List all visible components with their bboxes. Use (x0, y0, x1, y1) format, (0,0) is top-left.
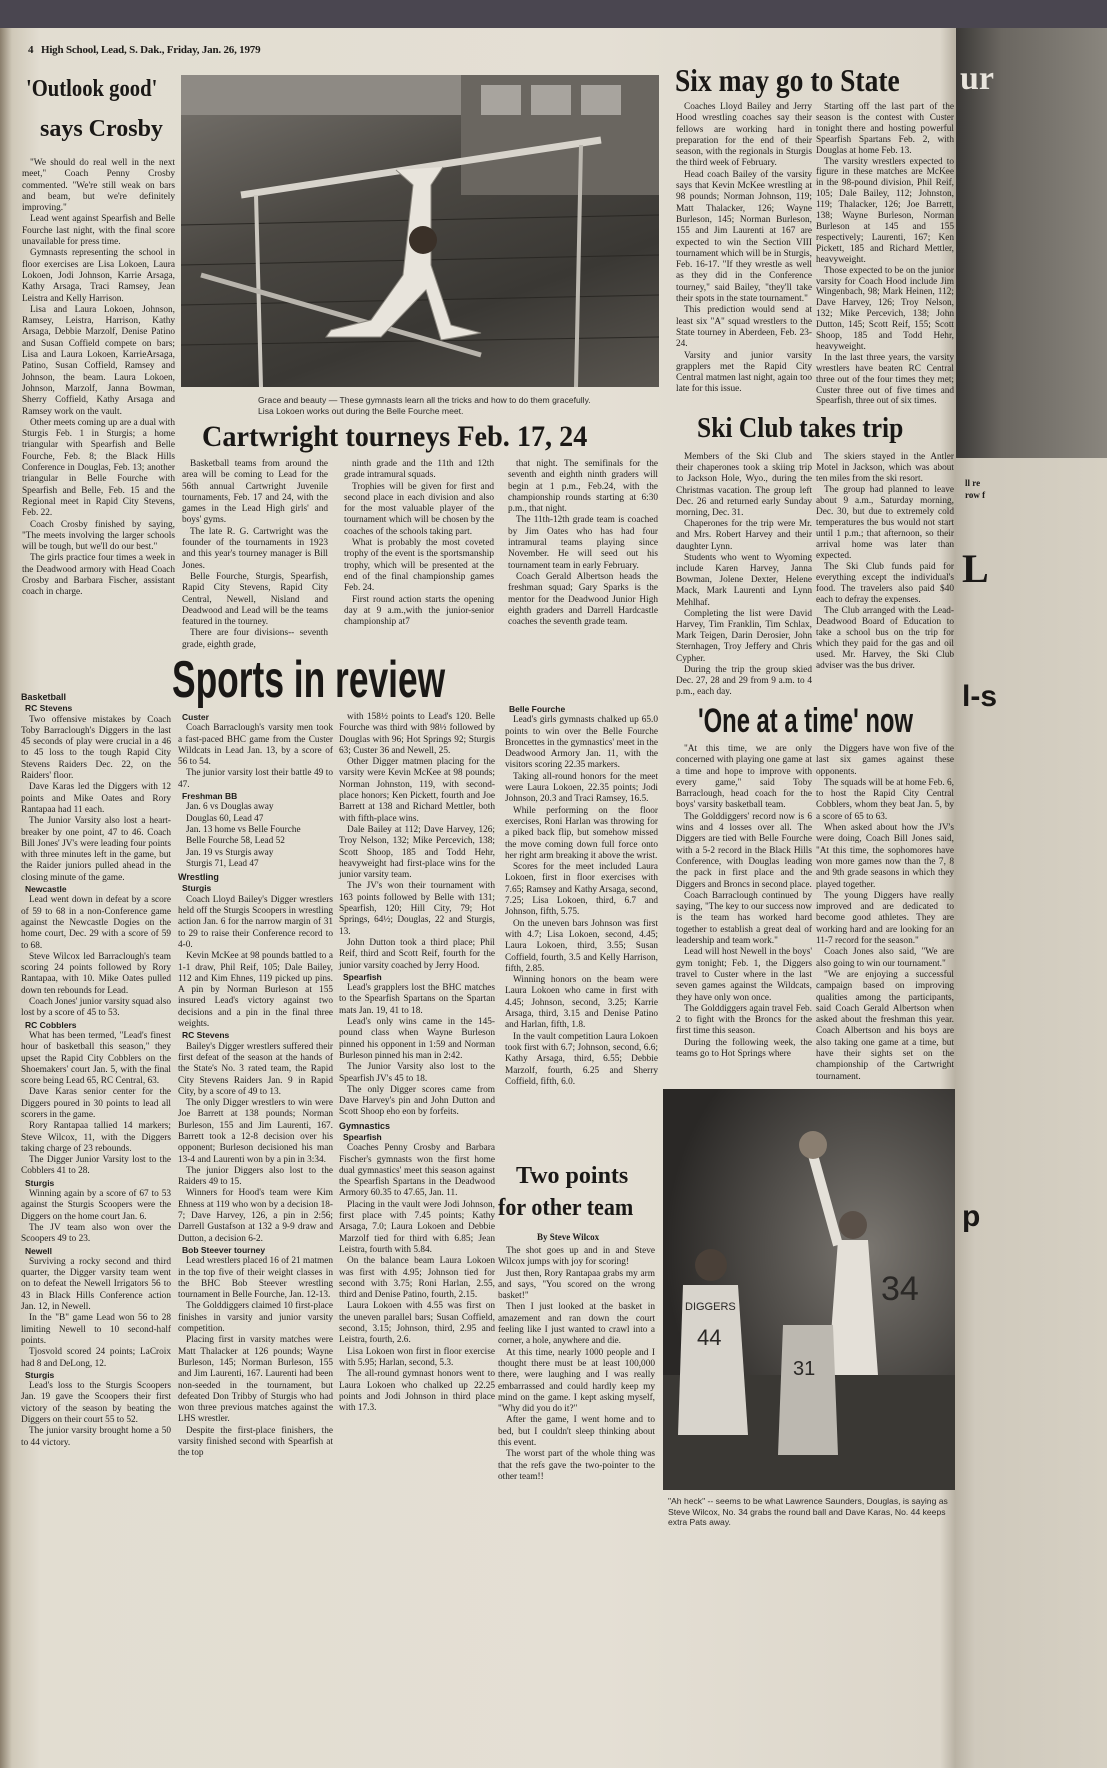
section-subhead: Basketball (21, 692, 67, 702)
article-paragraph: Dale Bailey at 112; Dave Harvey, 126; Troy Nelson, 132; Mike Percevich, 138; Scott Shoop, 185 and Todd Hehr, heavyweight had first-place wins for the junior varsity team. (339, 824, 495, 881)
article-paragraph: Just then, Rory Rantapaa grabs my arm and says, "You scored on the wrong basket!" (498, 1268, 655, 1302)
article-paragraph: The varsity wrestlers expected to figure in these matches are McKee in the 98-pound division, Phil Reif, 105; Dale Bailey, 112; Johnston, 119; Thalacker, 126; Joe Barrett, 138; Wayne Burleson, Norman Burleson at 145 and 155 respectively; Laurenti, 167; Ken Pickett, 185 and Richard Mettler, heavyweight. (816, 156, 954, 265)
section-subhead: Belle Fourche (509, 704, 566, 714)
outlook-headline-2: says Crosby (40, 116, 163, 142)
section-subhead: Wrestling (178, 872, 219, 883)
cartwright-headline: Cartwright tourneys Feb. 17, 24 (202, 420, 588, 453)
section-subhead: Spearfish (343, 1131, 382, 1142)
article-paragraph: Kevin McKee at 98 pounds battled to a 1-1 draw, Phil Reif, 105; Dale Bailey, 112 and Kim Ehnes, 119 picked up pins. A pin by Norman Burleson at 155 insured Lead's victory against two decisions and a pin in the final three weights. (178, 951, 333, 1030)
article-paragraph: The junior Diggers also lost to the Raiders 49 to 15. (178, 1165, 333, 1188)
article-paragraph: What is probably the most coveted trophy of the event is the sportsmanship trophy, which will be presented at the end of the final championship games Feb. 24. (344, 538, 494, 594)
article-paragraph: Belle Fourche, Sturgis, Spearfish, Rapid City Stevens, Rapid City Central, Newell, Nisland and Deadwood and Lead will be the teams featured in the tourney. (182, 571, 328, 628)
article-paragraph: Lead's only wins came in the 145-pound class when Wayne Burleson pinned his opponent in 1:59 and Norman Burleson pinned his man in 2:42. (339, 1017, 495, 1061)
one-headline: 'One at a time' now (698, 702, 913, 740)
article-paragraph: Lisa Lokoen won first in floor exercise with 5.95; Harlan, second, 5.3. (339, 1346, 495, 1368)
article-paragraph: Lead went down in defeat by a score of 59 to 68 in a non-Conference game against the Newcastle Dogies on the home court, Dec. 29 with a score of 59 to 68. (21, 895, 171, 951)
article-paragraph: At this time, nearly 1000 people and I thought there must be at least 100,000 there, were laughing and I was really embarrassed and could hardly keep my mind on the game. I kept asking myself, "Why did you do it?" (498, 1347, 655, 1415)
two-byline: By Steve Wilcox (537, 1232, 600, 1242)
jersey-number-44: 44 (697, 1325, 722, 1350)
article-paragraph: Lead wrestlers placed 16 of 21 matmen in the top five of their weight classes in the BHC Bob Steever wrestling tournament in Belle Fourche, Jan. 12-13. (178, 1256, 333, 1301)
two-article (498, 1246, 655, 1483)
article-paragraph: John Dutton took a third place; Phil Reif, third and Scott Reif, fourth for the junior varsity coached by Jerry Hood. (339, 937, 495, 971)
next-page-fragment: ur (960, 60, 994, 97)
section-subhead: RC Stevens (25, 703, 73, 714)
article-paragraph: What has been termed, "Lead's finest hour of basketball this season," they upset the Rapid City Cobblers on the Shoemakers' court Jan. 5, with the final score being Lead 65, RC Central, 63. (21, 1030, 171, 1087)
ski-col1 (676, 452, 812, 698)
gymnast-photo-image (181, 75, 659, 387)
sports-col1 (21, 690, 171, 1449)
article-paragraph: When asked about how the JV's were doing, Coach Bill Jones said, "At this time, the sophomores have won more games now than the 7, 8 and 9th grade seasons in which they played together. (816, 823, 954, 890)
article-paragraph: The young Diggers have really improved and are dedicated to become good athletes. They are working hard and are looking for an 11-7 record for the season." (816, 890, 954, 947)
article-paragraph: On the balance beam Laura Lokoen was first with 4.95; Johnson tied for second with 3.75; Roni Harlan, 2.55, third and Denise Patino, fourth, 2.15. (339, 1256, 495, 1301)
article-paragraph: Winning again by a score of 67 to 53 against the Sturgis Scoopers were the Diggers on the home court Jan. 6. (21, 1189, 171, 1222)
jersey-number-31: 31 (793, 1358, 816, 1380)
article-paragraph: Lead went against Spearfish and Belle Fourche last night, with the final score unavailable for press time. (22, 214, 175, 248)
next-page-fragment: p (962, 1200, 981, 1233)
article-paragraph: Coaches Lloyd Bailey and Jerry Hood wrestling coaches say their fellows are working hard in preparation for the end of their season, with the regionals in Sturgis the third week of February. (676, 102, 812, 169)
article-paragraph: Jan. 19 vs Sturgis away (186, 847, 274, 858)
article-paragraph: Coaches Penny Crosby and Barbara Fischer's gymnasts won the first home dual gymnastics' meet this season against the Spearfish Spartans in the Deadwood Armory 60.35 to 47.65, Jan. 11. (339, 1143, 495, 1199)
section-subhead: Custer (182, 712, 209, 722)
article-paragraph: Lead's girls gymnasts chalked up 65.0 points to win over the Belle Fourche Broncettes in the gymnastics' meet in the Deadwood Armory Jan. 11, with the visitors scoring 22.35 markers. (505, 715, 658, 771)
article-paragraph: The Ski Club funds paid for everything except the individual's food. The travelers also paid $40 each to defray the expenses. (816, 562, 954, 605)
six-article-col1 (676, 102, 812, 396)
section-subhead: Gymnastics (339, 1120, 391, 1131)
gymnast-photo (181, 75, 659, 387)
article-paragraph: Coach Barraclough's varsity men took a fast-paced BHC game from the Custer Wildcats in Lead Jan. 13, by a score of 56 to 54. (178, 723, 333, 768)
article-paragraph: The Digger Junior Varsity lost to the Cobblers 41 to 28. (21, 1155, 171, 1177)
outlook-headline-1: 'Outlook good' (26, 76, 158, 102)
section-subhead: RC Cobblers (25, 1019, 77, 1030)
article-paragraph: Rory Rantapaa tallied 14 markers; Steve Wilcox, 11, with the Diggers taking charge of 23 rebounds. (21, 1121, 171, 1154)
next-page-fragment: l-s (962, 680, 998, 713)
article-paragraph: Jan. 13 home vs Belle Fourche (186, 824, 301, 835)
section-subhead: Newcastle (25, 884, 67, 895)
article-paragraph: Lead's grapplers lost the BHC matches to the Spearfish Spartans on the Spartan mats Jan. 19, 41 to 18. (339, 983, 495, 1016)
article-paragraph: The squads will be at home Feb. 6, to host the Rapid City Central Cobblers, whom they beat Jan. 5, by a score of 65 to 63. (816, 777, 954, 822)
article-paragraph: Members of the Ski Club and their chaperones took a skiing trip to Jackson Hole, Wyo., during the Christmas vacation. The group left Dec. 26 and returned early Sunday morning, Dec. 31. (676, 452, 812, 519)
section-subhead: Freshman BB (182, 791, 238, 802)
two-points-article (498, 1160, 658, 1483)
section-subhead: Bob Steever tourney (182, 1244, 266, 1255)
article-paragraph: Placing first in varsity matches were Matt Thalacker at 126 pounds; Wayne Burleson, 145; Norman Burleson, 155 and Jim Laurenti, 167. Laurenti had been non-seeded in the tournament, but defeated Don Tribby of Sturgis who had won three previous matches against the LHS wrestler. (178, 1335, 333, 1425)
article-paragraph: The only Digger scores came from Dave Harvey's pin and John Dutton and Scott Shoop eho eon by forfeits. (339, 1084, 495, 1118)
article-paragraph: During the trip the group skied Dec. 27, 28 and 29 from 9 a.m. to 4 p.m., each day. (676, 664, 812, 698)
article-paragraph: "We are enjoying a successful campaign based on improving qualities among the participants, said Coach Gerald Albertson when asked about the freshman this year. Coach Albertson and his boys are also taking one game at a time, but have their sights set on the championship of the Cartwright tournament. (816, 969, 954, 1082)
outlook-article (22, 158, 175, 599)
article-paragraph: The junior varsity brought home a 50 to 44 victory. (21, 1426, 171, 1448)
page-number: 4 (28, 44, 34, 56)
article-paragraph: Coach Crosby finished by saying, "The meets involving the larger schools will be tough, but we'll do our best." (22, 519, 175, 553)
article-paragraph: The Junior Varsity also lost to the Spearfish JV's 45 to 18. (339, 1062, 495, 1084)
article-paragraph: On the uneven bars Johnson was first with 4.7; Lisa Lokoen, second, 4.45; Laura Lokoen, third, 3.55; Susan Coffield, fourth, 3.5 and Kelly Harrison, fifth, 2.85. (505, 918, 658, 974)
sports-col4 (505, 704, 658, 1088)
caption-line-2: Lisa Lokoen works out during the Belle Fourche meet. (258, 405, 464, 416)
scan-background-strip (0, 0, 1107, 28)
article-paragraph: Those expected to be on the junior varsity for Coach Hood include Jim Wingenbach, 98; Mark Heinen, 112; Dave Harvey, 126; Troy Nelson, 132; Mike Percevich, 138; John Dutton, 145; Scott Reif, 155; Scott Shoop, 185 and Todd Hehr, heavyweight. (816, 265, 954, 352)
article-paragraph: The skiers stayed in the Antler Motel in Jackson, which was about ten miles from the ski resort. (816, 452, 954, 484)
basketball-photo-image (663, 1089, 955, 1490)
article-paragraph: The Golddiggers again travel Feb. 2 to fight with the Broncs for the first time this season. (676, 1003, 812, 1037)
article-paragraph: Chaperones for the trip were Mr. and Mrs. Robert Harvey and their daughter Lynn. (676, 519, 812, 552)
article-paragraph: Varsity and junior varsity grapplers met the Rapid City Central matmen last night, again too late for this issue. (676, 350, 812, 395)
folio-line: High School, Lead, S. Dak., Friday, Jan. 26, 1979 (40, 44, 261, 56)
article-paragraph: Completing the list were David Harvey, Tim Franklin, Tim Schlax, Mark Teigen, Darin Derosier, John Sternhagen, Troy Jeffery and Chris Cypher. (676, 608, 812, 664)
article-paragraph: Coach Barraclough continued by saying, "The key to our success now is the team has worked hard together to establish a great deal of leadership and team work." (676, 890, 812, 947)
article-paragraph: Scores for the meet included Laura Lokoen, first in floor exercises with 7.65; Ramsey and Kathy Arsaga, second, 7.25; Lisa Lokoen, third, 6.7 and Johnson, fifth, 5.75. (505, 862, 658, 918)
section-subhead: Sturgis (25, 1177, 55, 1188)
article-paragraph: There are four divisions-- seventh grade, eighth grade, (182, 628, 328, 650)
article-paragraph: "We should do real well in the next meet," Coach Penny Crosby commented. "We're still weak on bars and beam, but we're definitely improving." (22, 158, 175, 214)
article-paragraph: The JV's won their tournament with 163 points followed by Belle with 131; Spearfish, 120; Hill City, 79; Hot Springs, 64½; Douglas, 22 and Sturgis, 13. (339, 881, 495, 937)
article-paragraph: The Golddiggers' record now is 6 wins and 4 losses over all. The Diggers are tied with Belle Fourche with a 5-2 record in the Black Hills Conference, with Douglas leading the pack in first place and the Diggers and Broncs in second place. (676, 811, 812, 890)
article-paragraph: Belle Fourche 58, Lead 52 (186, 836, 285, 847)
article-paragraph: Gymnasts representing the school in floor exercises are Lisa Lokoen, Laura Lokoen, Jodi Johnson, Karrie Arsaga, Kathy Arsaga, Traci Ramsey, Jean Leistra and Kelly Harrison. (22, 248, 175, 304)
article-paragraph: First round action starts the opening day at 9 a.m.,with the junior-senior championship at7 (344, 594, 494, 628)
article-paragraph: The girls practice four times a week in the Deadwood armory with Head Coach Crosby and Barbara Fischer, assistant coach in charge. (22, 553, 175, 598)
article-paragraph: Other Digger matmen placing for the varsity were Kevin McKee at 98 pounds; Norman Johnston, 119, with second-place honors; Ken Pickett, fourth and Joe Barrett at 138 and Richard Mettler, both with fifth-place wins. (339, 757, 495, 824)
sports-col3 (339, 712, 495, 1414)
section-subhead: Spearfish (343, 971, 382, 982)
article-paragraph: Coach Jones' junior varsity squad also lost by a score of 45 to 53. (21, 997, 171, 1019)
cartwright-col3 (508, 459, 658, 628)
jersey-number-34: 34 (881, 1270, 919, 1308)
gymnast-photo-caption (258, 395, 658, 416)
article-paragraph: Coach Gerald Albertson heads the freshman squad; Gary Sparks is the mentor for the Deadwood Junior High eighth graders and Darrell Hardcastle coaches the seventh grade team. (508, 571, 658, 628)
basketball-photo (663, 1089, 955, 1490)
cartwright-col1 (182, 459, 328, 651)
next-page-fragment: L (962, 546, 989, 591)
article-paragraph: Dave Karas led the Diggers with 12 points and Mike Oates and Rory Rantapaa had 11 each. (21, 782, 171, 815)
article-paragraph: Surviving a rocky second and third quarter, the Digger varsity team went on to defeat the Newell Irrigators 56 to 43 in Black Hills Conference action Jan. 12, in Newell. (21, 1256, 171, 1313)
article-paragraph: Students who went to Wyoming include Karen Harvey, Janna Bowman, Jolene Dexter, Helene Mack, Mark Laurenti and Lynn Mehlhaf. (676, 552, 812, 608)
article-paragraph: Taking all-round honors for the meet were Laura Lokoen, 22.35 points; Jodi Johnson, 20.3 and Traci Ramsey, 16.5. (505, 771, 658, 805)
article-paragraph: Lisa and Laura Lokoen, Johnson, Ramsey, Leistra, Harrison, Kathy Arsaga, Debbie Marzolf, Denise Patino and Susan Coffield compete on bars; Lisa and Laura Lokoen, KarrieArsaga, Patino, Susan Coffield, Ramsey and Johnson, the beam. Laura Lokoen, Johnson, Marzolf, Janna Bowman, Sherry Coffield, Kathy Arsaga and Ramsey work on the vault. (22, 304, 175, 417)
next-page-fragment: row f (965, 490, 986, 500)
article-paragraph: Winners for Hood's team were Kim Ehness at 119 who won by a decision 18-7; Dave Harvey, 126, a pin in 2:56; Darrell Gustafson at 132 a 9-9 draw and Dutton, a decision 6-2. (178, 1188, 333, 1244)
article-paragraph: Winning honors on the beam were Laura Lokoen who came in first with 4.45; Johnson, second, 3.25; Karrie Arsaga, third, 3.15 and Denise Patino and Harlan, fifth, 1.8. (505, 975, 658, 1031)
jersey-team-text: DIGGERS (685, 1301, 736, 1313)
article-paragraph: The group had planned to leave about 9 a.m., Saturday morning, Dec. 30, but due to extremely cold temperatures the bus would not start until 1 p.m.; that afternoon, so their arrival home was later than expected. (816, 485, 954, 561)
article-paragraph: the Diggers have won five of the last six games against these opponents. (816, 744, 954, 777)
article-paragraph: The 11th-12th grade team is coached by Jim Oates who has had four intramural teams playing since November. He will seed out his tournament team in early February. (508, 515, 658, 571)
article-paragraph: "At this time, we are only concerned with playing one game at a time and hope to improve with every game," said Toby Barraclough, head coach for the boys' varsity basketball team. (676, 744, 812, 811)
article-paragraph: Other meets coming up are a dual with Sturgis Feb. 1 in Sturgis; a home triangular with Spearfish and Belle Fourche, Feb. 8; the Black Hills Conference in Douglas, Feb. 13; another triangular in Belle Fourche with Spearfish and Belle, Feb. 15 and the Regional meet in Rapid City Stevens, Feb. 22. (22, 417, 175, 519)
article-paragraph: The only Digger wrestlers to win were Joe Barrett at 138 pounds; Norman Burleson, 155 and Jim Laurenti, 167. Barrett took a 12-8 decision over his opponent; Burleson decisioned his man 13-4 and Laurenti won by a pin in 3:34. (178, 1098, 333, 1165)
next-page-fragment: ll re (965, 478, 981, 488)
article-paragraph: The late R. G. Cartwright was the founder of the tournaments in 1923 and this year's tourney manager is Bill Jones. (182, 526, 328, 571)
section-subhead: Sturgis (25, 1369, 55, 1380)
article-paragraph: In the "B" game Lead won 56 to 28 limiting Newell to 10 second-half points. (21, 1313, 171, 1346)
article-paragraph: Basketball teams from around the area will be coming to Lead for the 56th annual Cartwright Juvenile tournaments, Feb. 17 and 24, with the games in the Lead High girls' and boys' gyms. (182, 459, 328, 526)
article-paragraph: with 158½ points to Lead's 120. Belle Fourche was third with 98½ followed by Douglas with 96; Hot Springs 92; Sturgis 63; Custer 36 and Newell, 25. (339, 712, 495, 756)
article-paragraph: While performing on the floor exercises, Roni Harlan was throwing for a piked back flip, but somehow missed the move coming down full force onto her right arm breaking it above the wrist. (505, 805, 658, 861)
cartwright-col2 (344, 459, 494, 628)
ski-headline: Ski Club takes trip (697, 412, 904, 444)
article-paragraph: Lead will host Newell in the boys' gym tonight; Feb. 1, the Diggers travel to Custer where in the last seven games against the Wildcats, they have only won once. (676, 947, 812, 1003)
article-paragraph: Head coach Bailey of the varsity says that Kevin McKee wrestling at 98 pounds; Norman Johnson, 119; Matt Thalacker, 126; Wayne Burleson, 145; Norman Burleson, 155 and Jim Laurenti at 167 are expected to win the Section VIII tournament which will be in Sturgis, Feb. 16-17. "If they wrestle as well as they did in the Conference tourney," said Bailey, "they'll take their spots in the state tournament." (676, 169, 812, 305)
article-paragraph: Dave Karas senior center for the Diggers poured in 30 points to lead all scorers in the game. (21, 1087, 171, 1120)
article-paragraph: Lead's loss to the Sturgis Scoopers Jan. 19 gave the Scoopers their first victory of the season by beating the Diggers on their court 55 to 52. (21, 1381, 171, 1425)
article-paragraph: During the following week, the teams go to Hot Springs where (676, 1037, 812, 1060)
article-paragraph: Coach Jones also said, "We are also going to win our tournament." (816, 947, 954, 969)
article-paragraph: The Junior Varsity also lost a heart-breaker by one point, 47 to 46. Coach Bill Jones' JV's were leading four points with three minutes left in the game, but the Raider juniors pulled ahead in the closing minute of the game. (21, 816, 171, 883)
article-paragraph: Jan. 6 vs Douglas away (186, 802, 274, 813)
article-paragraph: After the game, I went home and to bed, but I couldn't sleep thinking about this event. (498, 1415, 655, 1449)
article-paragraph: The worst part of the whole thing was that the refs gave the two-pointer to the other team!! (498, 1449, 655, 1482)
basketball-photo-caption: "Ah heck" -- seems to be what Lawrence Saunders, Douglas, is saying as Steve Wilcox, No. 34 grabs the round ball and Dave Karas, No. 44 keeps extra Pats away. (668, 1496, 948, 1527)
two-headline-1: Two points (516, 1163, 629, 1189)
article-paragraph: ninth grade and the 11th and 12th grade intramural squads. (344, 459, 494, 481)
article-paragraph: Two offensive mistakes by Coach Toby Barraclough's Diggers in the last 45 seconds of play were crucial in a 46 to 45 loss to the tough Rapid City Stevens Raiders Dec. 22, on the Raiders' floor. (21, 714, 171, 782)
sports-col2 (178, 712, 333, 1460)
section-subhead: Sturgis (182, 883, 212, 894)
article-paragraph: Steve Wilcox led Barraclough's team scoring 24 points followed by Rory Rantapaa, with 10. Mike Oates pulled down ten rebounds for Lead. (21, 951, 171, 996)
ski-col2 (816, 452, 954, 672)
article-paragraph: Coach Lloyd Bailey's Digger wrestlers held off the Sturgis Scoopers in wrestling action Jan. 6 for the narrow margin of 31 to 29 to raise their Conference record to 4-0. (178, 894, 333, 950)
article-paragraph: In the vault competition Laura Lokoen took first with 6.7; Johnson, second, 6.6; Kathy Arsaga, third, 6.55; Debbie Marzolf, fourth, 6.25 and Sherry Coffield, fifth, 6.0. (505, 1031, 658, 1087)
six-article-col2 (816, 102, 954, 407)
article-paragraph: Placing in the vault were Jodi Johnson, first place with 7.45 points; Kathy Arsaga, 7.0; Laura Lokoen and Debbie Marzolf tied for third with 6.85; Jean Leistra, fourth with 5.84. (339, 1199, 495, 1255)
article-paragraph: The all-round gymnast honors went to Laura Lokoen who chalked up 22.25 points and Jodi Johnson in third place with 17.3. (339, 1369, 495, 1414)
article-paragraph: The Golddiggers claimed 10 first-place finishes in varsity and junior varsity competition. (178, 1301, 333, 1335)
article-paragraph: Sturgis 71, Lead 47 (186, 858, 259, 869)
article-paragraph: The junior varsity lost their battle 49 to 47. (178, 768, 333, 790)
page-folio (28, 44, 260, 56)
article-paragraph: The Club arranged with the Lead-Deadwood Board of Education to take a school bus on the trip for which they paid for the gas and oil used. Mr. Harvey, the Ski Club adviser was the bus driver. (816, 606, 954, 671)
article-paragraph: This prediction would send at least six "A" squad wrestlers to the State tourney in Aberdeen, Feb. 23-24. (676, 305, 812, 350)
sports-headline: Sports in review (172, 651, 446, 709)
section-subhead: Newell (25, 1245, 52, 1256)
article-paragraph: The JV team also won over the Scoopers 49 to 23. (21, 1222, 171, 1245)
article-paragraph: Tjosvold scored 24 points; LaCroix had 8 and DeLong, 12. (21, 1347, 171, 1369)
article-paragraph: The shot goes up and in and Steve Wilcox jumps with joy for scoring! (498, 1246, 655, 1268)
section-subhead: RC Stevens (182, 1030, 230, 1041)
article-paragraph: Laura Lokoen with 4.55 was first on the uneven parallel bars; Susan Coffield, second, 3.15; Johnson, third, 2.95 and Leistra, fourth, 2.6. (339, 1301, 495, 1346)
article-paragraph: Then I just looked at the basket in amazement and ran down the court feeling like I just wanted to crawl into a corner, a hole, anywhere and die. (498, 1302, 655, 1347)
one-col2 (816, 744, 954, 1083)
article-paragraph: Douglas 60, Lead 47 (186, 813, 264, 824)
article-paragraph: Starting off the last part of the season is the contest with Custer tonight there and hosting powerful Spearfish Spartans Feb. 2, with Douglas at home Feb. 13. (816, 102, 954, 156)
two-headline-2: for other team (498, 1195, 634, 1221)
article-paragraph: Trophies will be given for first and second place in each division and also for the most valuable player of the tournament which will be chosen by the coaches of the schools taking part. (344, 481, 494, 537)
article-paragraph: that night. The semifinals for the seventh and eighth ninth graders will begin at 1 p.m., Feb.24, with the championship rounds starting at 6:30 p.m., that night. (508, 459, 658, 515)
one-col1 (676, 744, 812, 1060)
six-headline: Six may go to State (675, 62, 900, 98)
article-paragraph: Despite the first-place finishers, the varsity finished second with Spearfish at the top (178, 1425, 333, 1459)
article-paragraph: In the last three years, the varsity wrestlers have beaten RC Central three out of the four times they met; Custer three out of five times and Spearfish, three out of six times. (816, 352, 954, 407)
article-paragraph: Bailey's Digger wrestlers suffered their first defeat of the season at the hands of the State's No. 3 rated team, the Rapid City Stevens Raiders Jan. 9 in Rapid City, by a score of 49 to 13. (178, 1041, 333, 1097)
caption-line-1: Grace and beauty — These gymnasts learn all the tricks and how to do them gracefully. (258, 395, 591, 405)
